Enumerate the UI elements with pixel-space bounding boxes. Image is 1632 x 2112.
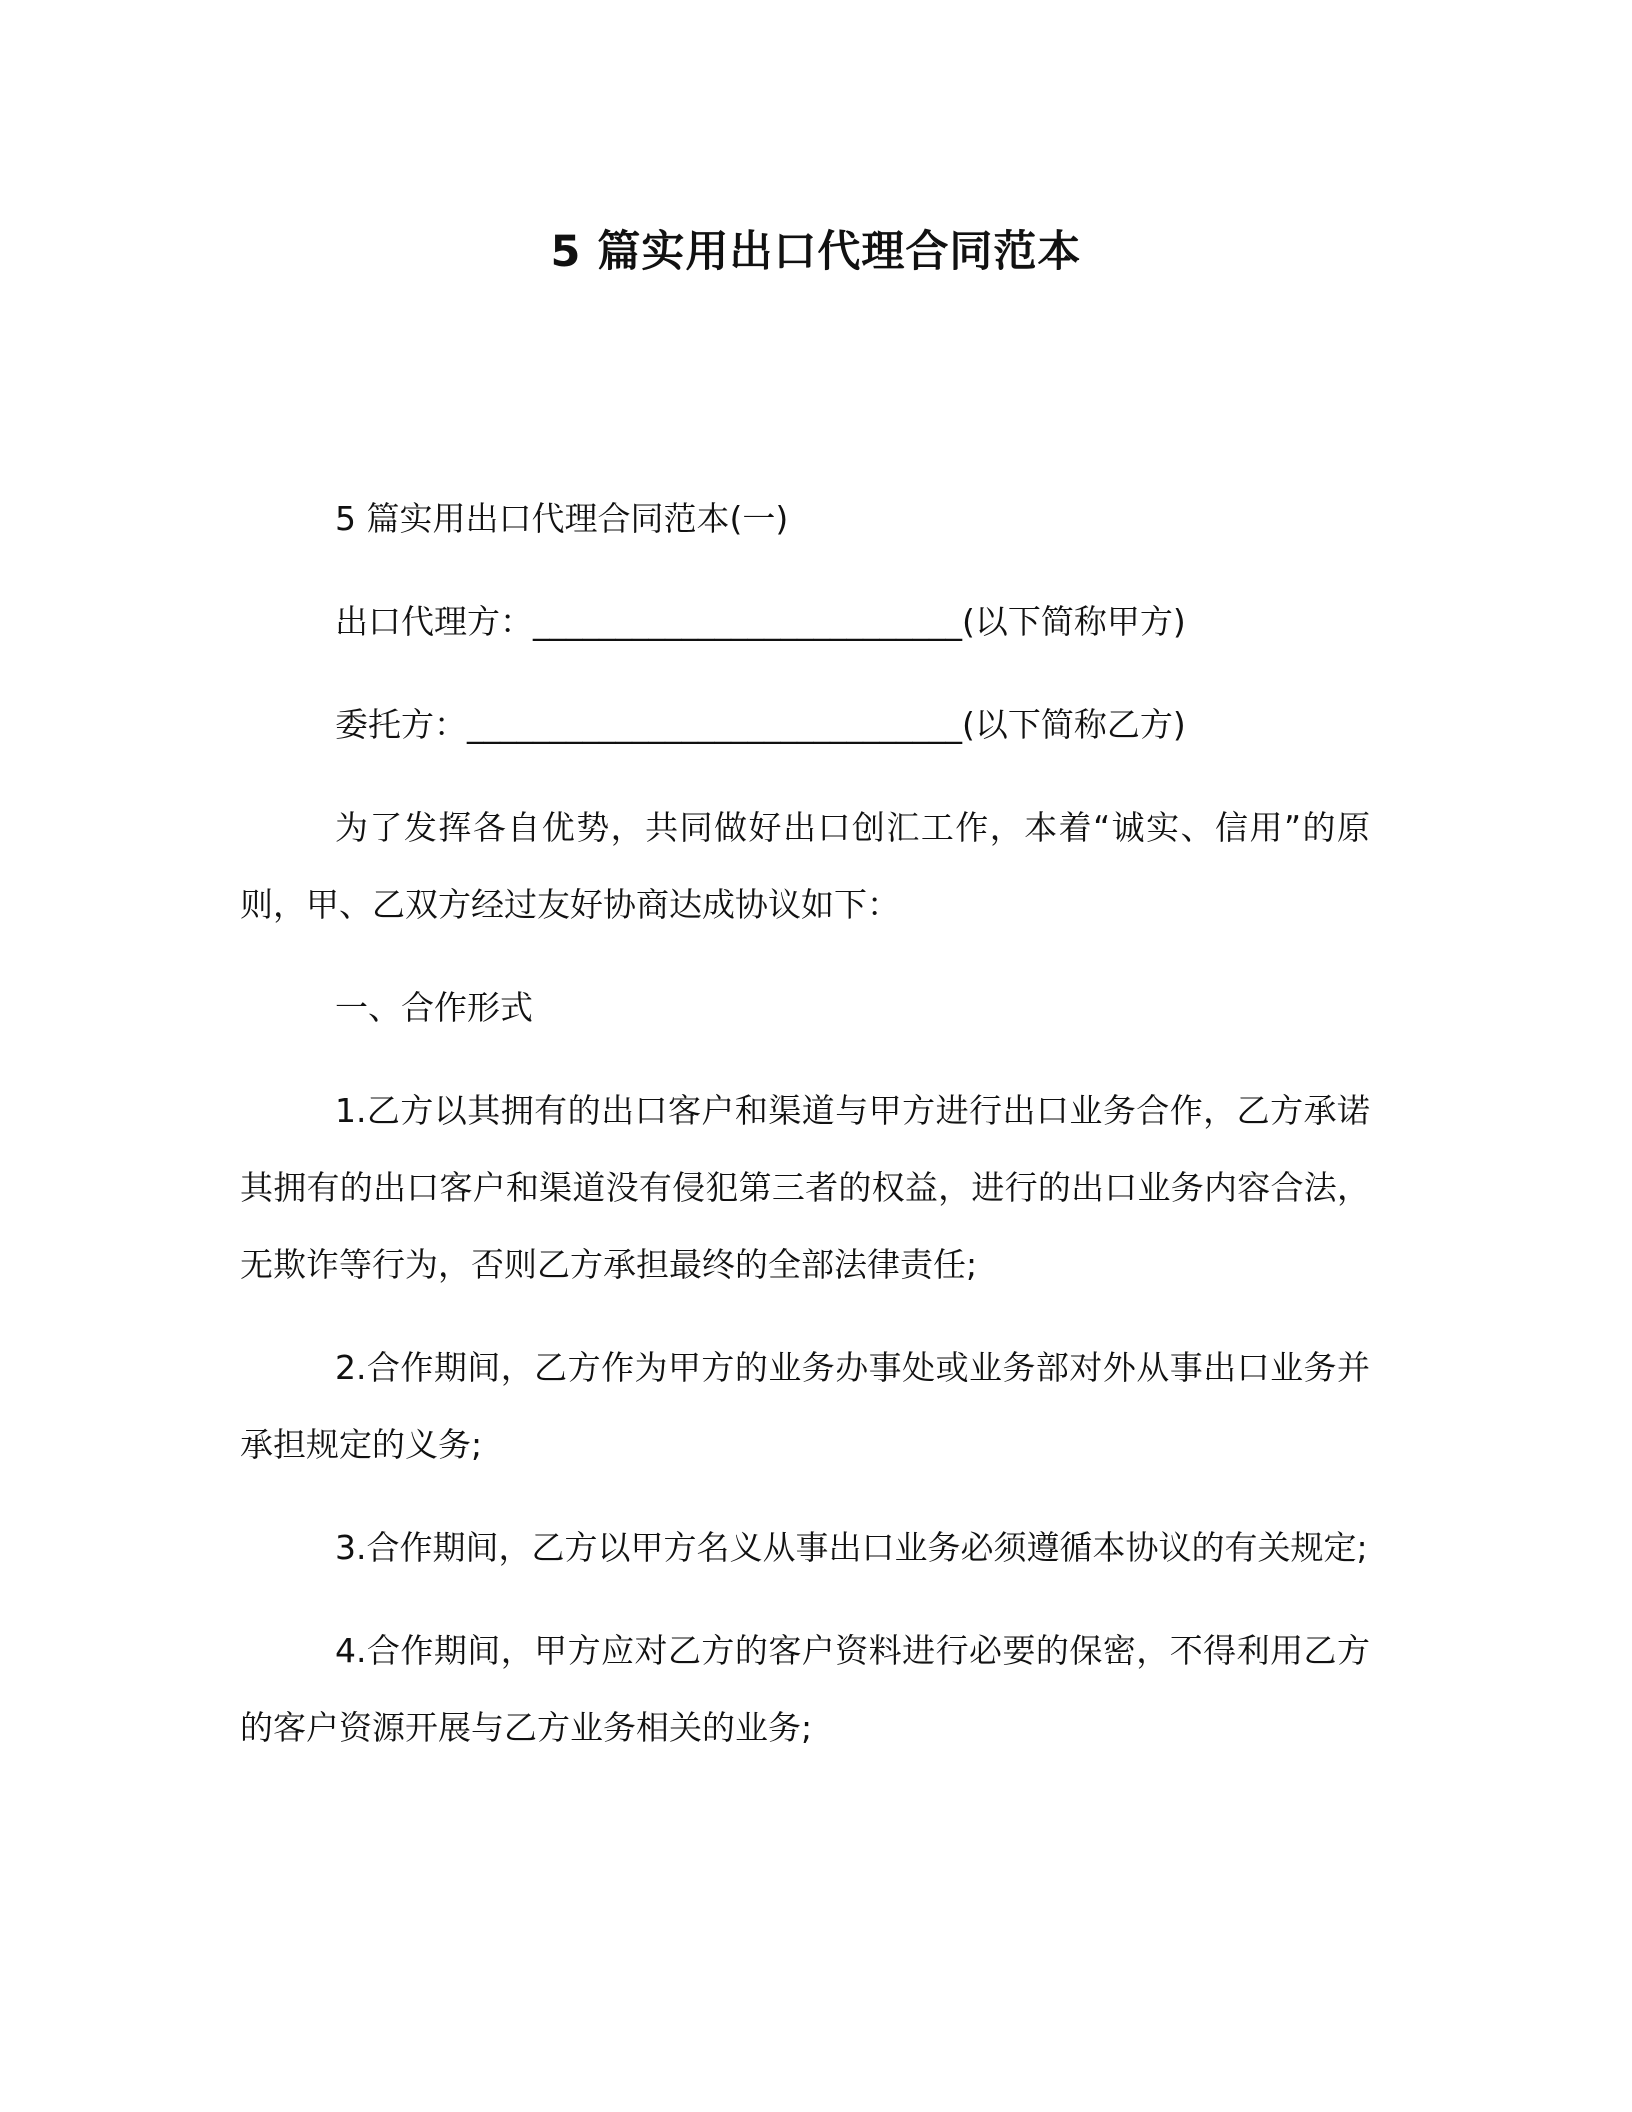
party-agent-line: 出口代理方：__________________________(以下简称甲方) — [335, 602, 1186, 641]
clause-1: 1.乙方以其拥有的出口客户和渠道与甲方进行出口业务合作，乙方承诺其拥有的出口客户和渠道没有侵犯第三者的权益，进行的出口业务内容合法，无欺诈等行为，否则乙方承担最终的全部法律责任; — [240, 1091, 1370, 1284]
document-title: 5 篇实用出口代理合同范本 — [550, 227, 1082, 277]
section-heading: 一、合作形式 — [335, 988, 533, 1027]
contract-subtitle: 5 篇实用出口代理合同范本(一) — [335, 499, 789, 538]
party-principal-line: 委托方：______________________________(以下简称乙方) — [335, 705, 1186, 744]
clause-4: 4.合作期间，甲方应对乙方的客户资料进行必要的保密，不得利用乙方的客户资源开展与乙方业务相关的业务; — [240, 1631, 1370, 1747]
preamble-paragraph: 为了发挥各自优势，共同做好出口创汇工作，本着“诚实、信用”的原则，甲、乙双方经过友好协商达成协议如下： — [240, 808, 1370, 924]
document-body — [240, 480, 1370, 1792]
clause-3: 3.合作期间，乙方以甲方名义从事出口业务必须遵循本协议的有关规定; — [335, 1528, 1368, 1567]
clause-2: 2.合作期间，乙方作为甲方的业务办事处或业务部对外从事出口业务并承担规定的义务; — [240, 1348, 1370, 1464]
